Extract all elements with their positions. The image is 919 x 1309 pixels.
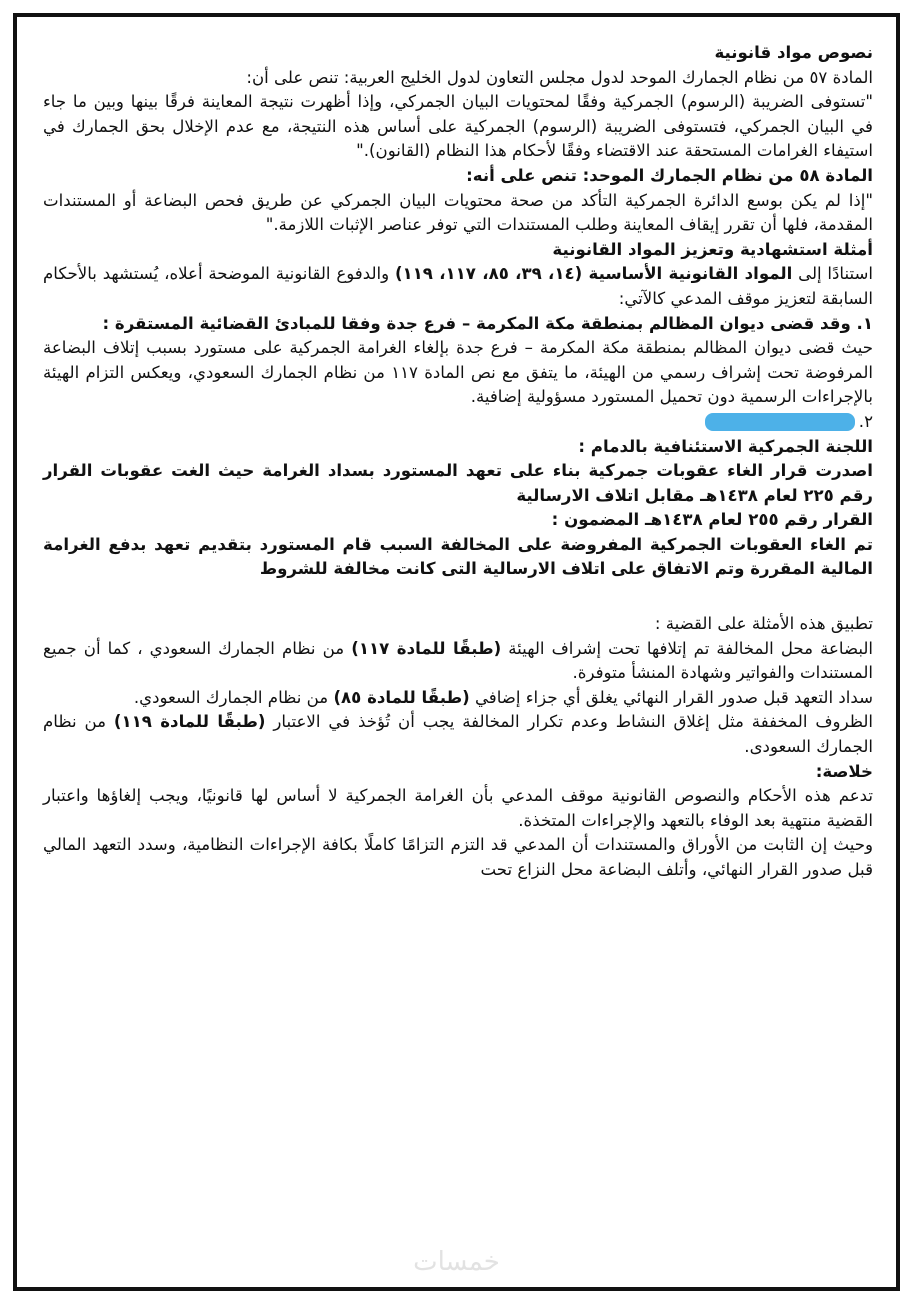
application-item-1 xyxy=(43,637,873,686)
application-1-text: البضاعة محل المخالفة تم إتلافها تحت إشراف الهيئة xyxy=(501,638,874,658)
summary-paragraph-1: تدعم هذه الأحكام والنصوص القانونية موقف المدعي بأن الغرامة الجمركية لا أساس لها قانونيًا، ويجب إلغاؤها واعتبار القضية منتهية بعد الوفاء بالتعهد والإجراءات المتخذة. xyxy=(43,786,873,830)
application-3-text: الظروف المخففة مثل إغلاق النشاط وعدم تكرار المخالفة يجب أن تُؤخذ في الاعتبار xyxy=(265,712,874,732)
application-title: تطبيق هذه الأمثلة على القضية : xyxy=(654,614,873,634)
application-1-rest: من نظام الجمارك السعودي ، كما أن جميع المستندات والفواتير وشهادة المنشأ متوفرة. xyxy=(43,638,873,683)
example-1-body: حيث قضى ديوان المظالم بمنطقة مكة المكرمة – فرع جدة بإلغاء الغرامة الجمركية على مستورد بسبب إتلاف البضاعة المرفوضة تحت إشراف رسمي من الهيئة، ما يتفق مع نص المادة ١١٧ من نظام الجمارك السعودي، ويعكس التزام الهيئة بالإجراءات الرسمية دون تحميل المستورد مسؤولية إضافية. xyxy=(43,338,873,407)
application-item-3 xyxy=(43,710,873,759)
spacer xyxy=(43,582,873,612)
basis-paragraph xyxy=(43,262,873,311)
document-body xyxy=(43,41,873,883)
application-2-text: سداد التعهد قبل صدور القرار النهائي يغلق أي جزاء إضافي xyxy=(469,687,873,707)
section-title-legal-texts: نصوص مواد قانونية xyxy=(714,43,873,62)
redaction-mark xyxy=(705,413,855,431)
example-1-title: ١. وقد قضى ديوان المظالم بمنطقة مكة المكرمة – فرع جدة وفقا للمبادئ القضائية المستقرة : xyxy=(102,313,873,333)
committee-decision: اصدرت قرار الغاء عقوبات جمركية بناء على تعهد المستورد بسداد الغرامة حيث الغت عقوبات القرار رقم ٢٢٥ لعام ١٤٣٨هـ مقابل اتلاف الارسالية xyxy=(43,461,873,505)
watermark-logo: خمسات xyxy=(413,1247,500,1277)
section-title-examples: أمثلة استشهادية وتعزيز المواد القانونية xyxy=(552,239,873,259)
example-2-number: ٢. xyxy=(858,411,873,431)
page-frame xyxy=(13,13,900,1291)
article-57-quote: "تستوفى الضريبة (الرسوم) الجمركية وفقًا لمحتويات البيان الجمركي، وإذا أظهرت نتيجة المعاينة فرقًا بينها وبين ما جاء في البيان الجمركي، فتستوفى الضريبة (الرسوم) الجمركية على أساس هذه النتيجة، مع عدم الإخلال بحق الجمارك في استيفاء الغرامات المستحقة عند الاقتضاء وفقًا لأحكام هذا النظام (القانون)." xyxy=(43,92,873,161)
application-item-2 xyxy=(43,686,873,711)
article-58-quote: "إذا لم يكن بوسع الدائرة الجمركية التأكد من صحة محتويات البيان الجمركي عن طريق فحص البضاعة أو المستندات المقدمة، فلها أن تقرر إيقاف المعاينة وطلب المستندات التي توفر عناصر الإثبات اللازمة." xyxy=(43,190,873,235)
article-58-title: المادة ٥٨ من نظام الجمارك الموحد: تنص على أنه: xyxy=(466,165,873,185)
decision-content: تم الغاء العقوبات الجمركية المفروضة على المخالفة السبب قام المستورد بتقديم تعهد بدفع الغرامة المالية المقررة وتم الاتفاق على اتلاف الارسالية التى كانت مخالفة للشروط xyxy=(43,534,873,579)
committee-title: اللجنة الجمركية الاستئنافية بالدمام : xyxy=(578,436,873,456)
application-2-article: (طبقًا للمادة ٨٥) xyxy=(333,687,470,707)
basis-pre: استنادًا إلى xyxy=(792,264,874,284)
example-2-line xyxy=(43,410,873,435)
basis-articles: المواد القانونية الأساسية (١٤، ٣٩، ٨٥، ١١٧، ١١٩) xyxy=(394,264,793,284)
article-57-intro: المادة ٥٧ من نظام الجمارك الموحد لدول مجلس التعاون لدول الخليج العربية: تنص على أن: xyxy=(246,67,873,87)
application-1-article: (طبقًا للمادة ١١٧) xyxy=(351,638,502,658)
decision-reference: القرار رقم ٢٥٥ لعام ١٤٣٨هـ المضمون : xyxy=(551,510,873,530)
summary-title: خلاصة: xyxy=(815,761,873,781)
summary-paragraph-2: وحيث إن الثابت من الأوراق والمستندات أن المدعي قد التزم التزامًا كاملًا بكافة الإجراءات النظامية، وسدد التعهد المالي قبل صدور القرار النهائي، وأتلف البضاعة محل النزاع تحت xyxy=(43,835,873,879)
application-3-article: (طبقًا للمادة ١١٩) xyxy=(113,712,266,732)
basis-post: والدفوع القانونية الموضحة أعلاه، يُستشهد بالأحكام السابقة لتعزيز موقف المدعي كالآتي: xyxy=(43,264,873,308)
application-3-rest: من نظام الجمارك السعودى. xyxy=(43,712,873,757)
application-2-rest: من نظام الجمارك السعودي. xyxy=(133,687,334,707)
